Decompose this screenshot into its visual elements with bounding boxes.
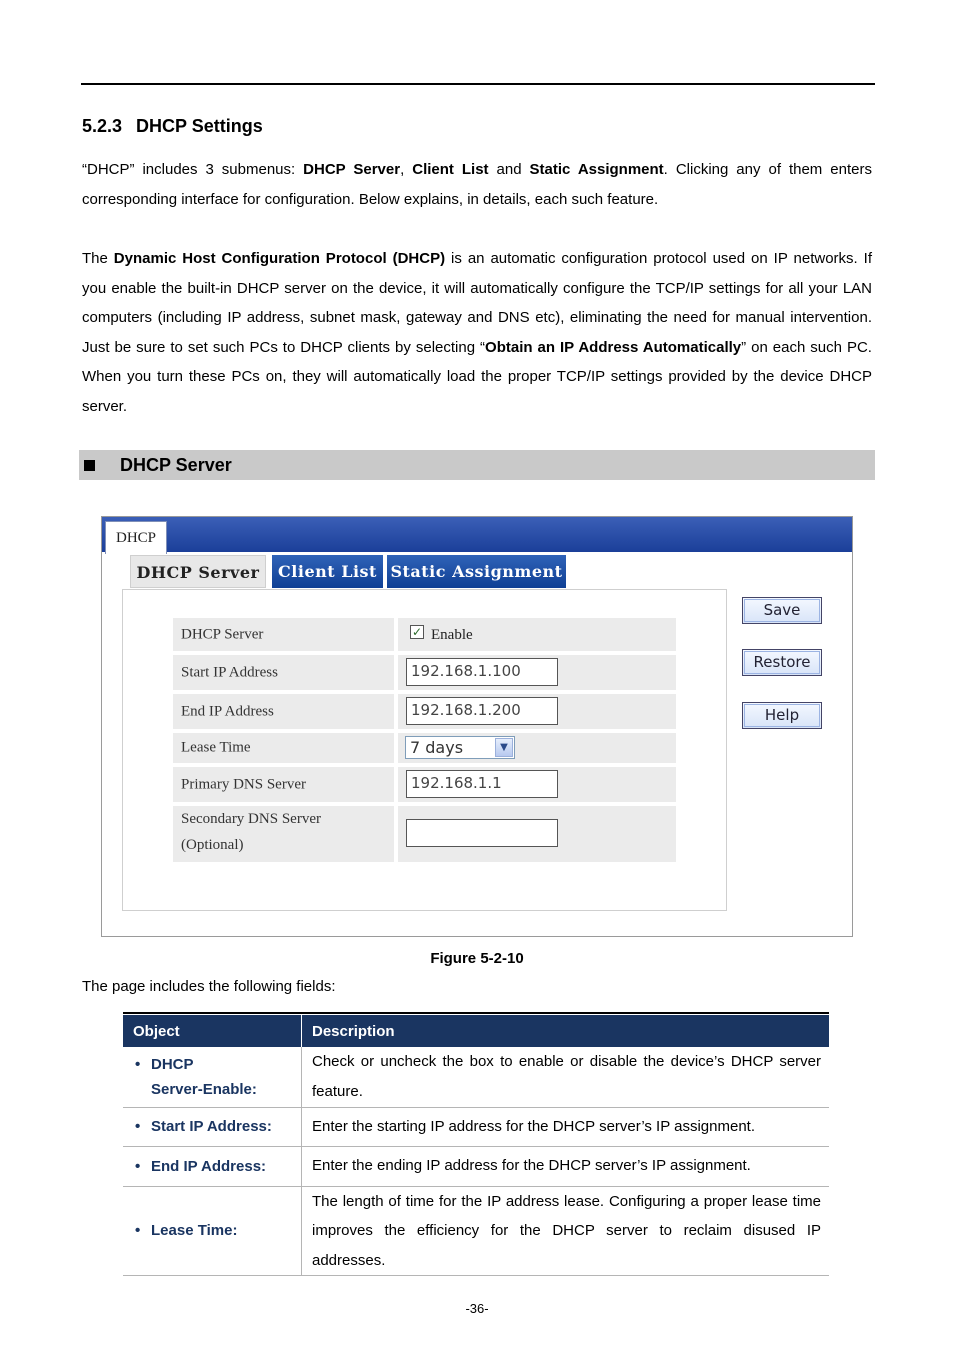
fields-table bbox=[123, 1015, 829, 1276]
row-value bbox=[398, 806, 676, 862]
label-text: Start IP Address bbox=[181, 664, 278, 680]
table-row bbox=[123, 1186, 829, 1276]
text: . Clicking any of them enters corresponding interface for configuration. Below explains, in details, each such feature. bbox=[82, 161, 872, 208]
row-start-ip bbox=[173, 655, 676, 690]
description-cell: Enter the starting IP address for the DHCP server’s IP assignment. bbox=[302, 1107, 830, 1146]
row-value bbox=[398, 694, 676, 729]
object-text: End IP Address: bbox=[151, 1157, 267, 1175]
row-label bbox=[173, 655, 394, 690]
dhcp-paragraph bbox=[82, 244, 872, 422]
description-cell: The length of time for the IP address lease. Configuring a proper lease time improves the efficiency for the DHCP server to reclaim disused IP addresses. bbox=[302, 1186, 830, 1276]
row-value bbox=[398, 767, 676, 802]
bullet-icon: • bbox=[135, 1157, 141, 1175]
tab-dhcp-server[interactable]: DHCP Server bbox=[130, 555, 266, 588]
header-object: Object bbox=[123, 1015, 302, 1047]
subsection-title: DHCP Server bbox=[120, 455, 232, 475]
object-cell bbox=[123, 1047, 302, 1107]
row-lease-time bbox=[173, 733, 676, 763]
header-description: Description bbox=[302, 1015, 830, 1047]
label-text-optional: (Optional) bbox=[181, 837, 244, 853]
figure-caption: Figure 5-2-10 bbox=[430, 950, 524, 967]
bold-term: Obtain an IP Address Automatically bbox=[485, 338, 742, 356]
dhcp-screenshot bbox=[101, 516, 853, 937]
secondary-dns-input[interactable] bbox=[406, 819, 558, 847]
row-value bbox=[398, 618, 676, 651]
text: “DHCP” includes 3 submenus: bbox=[82, 161, 304, 178]
bullet-icon: • bbox=[135, 1118, 141, 1135]
text: , bbox=[400, 161, 413, 178]
end-ip-input[interactable]: 192.168.1.200 bbox=[406, 697, 558, 725]
restore-button[interactable]: Restore bbox=[742, 649, 822, 676]
text: is an automatic configuration protocol used on IP networks. If you enable the built-in DHCP server on the device, it will automatically configure the TCP/IP settings for all your LAN computers (including IP address, subnet mask, gateway and DNS etc), eliminating the need for manual intervention. Just be sure to set such PCs to DHCP clients by selecting “ bbox=[82, 250, 873, 356]
screenshot-header-bar bbox=[102, 517, 852, 552]
row-secondary-dns bbox=[173, 806, 676, 862]
label-text: End IP Address bbox=[181, 703, 274, 719]
page-number: -36- bbox=[465, 1301, 489, 1316]
description-cell: Enter the ending IP address for the DHCP server’s IP assignment. bbox=[302, 1146, 830, 1186]
object-text: DHCP bbox=[151, 1055, 194, 1073]
bold-term: Static Assignment bbox=[529, 161, 664, 178]
selected-value: 7 days bbox=[410, 738, 464, 757]
section-heading bbox=[82, 116, 263, 137]
text: The bbox=[82, 250, 114, 267]
bold-term: Client List bbox=[412, 161, 489, 178]
row-dhcp-server bbox=[173, 618, 676, 651]
section-title: DHCP Settings bbox=[136, 116, 263, 136]
save-button[interactable]: Save bbox=[742, 597, 822, 624]
primary-dns-input[interactable]: 192.168.1.1 bbox=[406, 770, 558, 798]
bullet-icon: • bbox=[135, 1055, 141, 1073]
object-cell bbox=[123, 1107, 302, 1146]
label-text: DHCP Server bbox=[181, 626, 264, 642]
fields-intro: The page includes the following fields: bbox=[82, 978, 336, 995]
top-rule bbox=[81, 83, 875, 85]
row-value bbox=[398, 733, 676, 763]
settings-panel bbox=[122, 589, 727, 911]
label-text: Lease Time bbox=[181, 739, 251, 756]
row-end-ip bbox=[173, 694, 676, 729]
table-header-row bbox=[123, 1015, 829, 1047]
enable-label: Enable bbox=[431, 627, 473, 643]
object-text: Server-Enable: bbox=[151, 1080, 257, 1098]
object-cell bbox=[123, 1146, 302, 1186]
subsection-bar bbox=[79, 450, 875, 480]
enable-checkbox[interactable]: ✓ bbox=[411, 625, 423, 639]
object-text: Lease Time: bbox=[151, 1222, 238, 1240]
tab-client-list[interactable]: Client List bbox=[272, 555, 383, 588]
square-bullet-icon bbox=[84, 460, 95, 471]
intro-paragraph bbox=[82, 155, 872, 214]
section-number: 5.2.3 bbox=[82, 116, 123, 136]
text: and bbox=[488, 161, 530, 178]
dhcp-menu-tab[interactable]: DHCP bbox=[105, 521, 167, 554]
description-cell: Check or uncheck the box to enable or disable the device’s DHCP server feature. bbox=[302, 1047, 830, 1107]
object-text: Start IP Address: bbox=[151, 1118, 272, 1135]
bullet-icon: • bbox=[135, 1222, 141, 1240]
bold-term: Dynamic Host Configuration Protocol (DHCP) bbox=[113, 250, 446, 267]
row-label bbox=[173, 733, 394, 763]
chevron-down-icon[interactable]: ▼ bbox=[495, 738, 513, 757]
lease-time-select[interactable] bbox=[405, 736, 515, 759]
label-text: Primary DNS Server bbox=[181, 776, 306, 792]
table-top-rule bbox=[123, 1012, 829, 1014]
table-row bbox=[123, 1107, 829, 1146]
start-ip-input[interactable]: 192.168.1.100 bbox=[406, 658, 558, 686]
row-label bbox=[173, 618, 394, 651]
row-label bbox=[173, 694, 394, 729]
help-button[interactable]: Help bbox=[742, 702, 822, 729]
row-label bbox=[173, 806, 394, 862]
bold-term: DHCP Server bbox=[303, 161, 401, 178]
row-label bbox=[173, 767, 394, 802]
row-primary-dns bbox=[173, 767, 676, 802]
object-cell bbox=[123, 1186, 302, 1276]
table-row bbox=[123, 1047, 829, 1107]
text: ” on each such PC. When you turn these PCs on, they will automatically load the proper TCP/IP settings provided by the device DHCP server. bbox=[82, 338, 872, 415]
tab-static-assignment[interactable]: Static Assignment bbox=[387, 555, 566, 588]
label-text: Secondary DNS Server bbox=[181, 811, 321, 827]
row-value bbox=[398, 655, 676, 690]
table-row bbox=[123, 1146, 829, 1186]
